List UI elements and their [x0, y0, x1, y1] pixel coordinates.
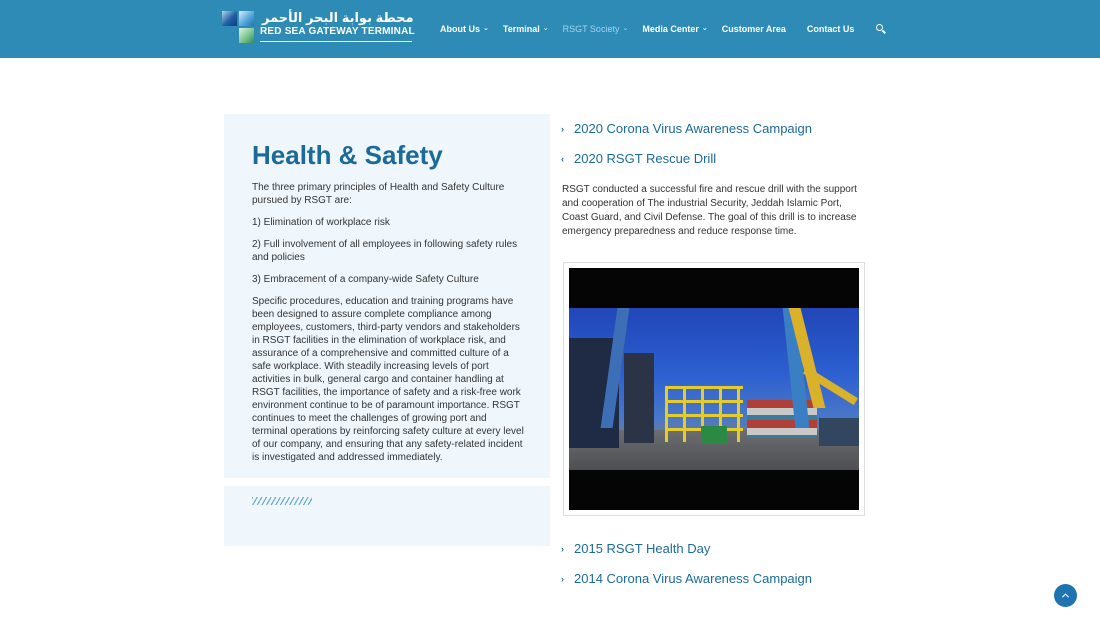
rescue-drill-description: RSGT conducted a successful fire and rescue drill with the support and cooperation of The industrial Security, Jeddah Islamic Port, Coast Guard, and Civil Defense. The goal of this drill is to increase emergency preparedness and reduce response time.: [562, 184, 857, 237]
intro-text: The three primary principles of Health and Safety Culture pursued by RSGT are:: [252, 182, 505, 206]
hatch-decoration: [252, 497, 312, 505]
chevron-down-icon: ⌄: [701, 25, 708, 32]
accordion-label: 2020 Corona Virus Awareness Campaign: [574, 121, 812, 136]
accordion-label: 2015 RSGT Health Day: [574, 541, 711, 556]
principle-item: 1) Elimination of workplace risk: [252, 217, 390, 228]
principle-item: 2) Full involvement of all employees in following safety rules and policies: [252, 239, 518, 263]
chevron-down-icon: ⌄: [483, 25, 489, 32]
nav-label: Media Center: [642, 24, 699, 34]
search-icon[interactable]: [876, 24, 886, 34]
chevron-right-icon: ›: [561, 543, 564, 554]
principle-item: 3) Embracement of a company-wide Safety Culture: [252, 274, 479, 285]
scene-crane: [624, 353, 654, 443]
logo[interactable]: [222, 11, 414, 45]
logo-english-text: RED SEA GATEWAY TERMINAL: [260, 26, 415, 37]
chevron-up-icon: [1062, 593, 1069, 600]
logo-arabic-text: محطة بوابة البحر الأحمر: [262, 10, 414, 25]
body-text: Specific procedures, education and training programs have been designed to assure complete compliance among employees, customers, third-party vendors and stakeholders in RSGT facilities in the elimination of workplace risk, and assurance of a comprehensive and committed culture of a safe workplace. With steadily increasing levels of port activities in bulk, general cargo and container handling at RSGT facilities, the importance of safety and a risk-free work environment continue to be of paramount importance. RSGT continues to meet the challenges of growing port and terminal operations by reinforcing safety culture at every level of our company, and ensuring that any safety-related incident is investigated and addressed immediately.: [252, 296, 524, 463]
video-thumbnail[interactable]: [569, 268, 859, 510]
accordion-item-2020-rescue-drill[interactable]: [561, 151, 716, 166]
accordion-label: 2020 RSGT Rescue Drill: [574, 151, 717, 166]
chevron-down-icon: ⌄: [622, 25, 629, 32]
nav-contact-us[interactable]: [807, 24, 855, 34]
nav-label: Terminal: [502, 24, 540, 34]
nav-terminal[interactable]: [503, 24, 549, 34]
nav-label: Customer Area: [721, 24, 786, 34]
nav-label: RSGT Society: [562, 24, 620, 34]
chevron-right-icon: ›: [561, 123, 564, 134]
page-title: Health & Safety: [252, 140, 443, 170]
nav-media-center[interactable]: [642, 24, 707, 34]
chevron-left-icon: ‹: [561, 153, 564, 164]
accordion-item-2014-corona[interactable]: [561, 571, 812, 586]
video-scene: [569, 308, 859, 470]
main-nav: [440, 19, 886, 39]
decorative-panel: [224, 486, 550, 546]
site-header: [0, 0, 1100, 58]
logo-underline: [260, 41, 412, 42]
nav-customer-area[interactable]: [722, 24, 786, 34]
video-player[interactable]: [563, 262, 865, 516]
nav-rsgt-society[interactable]: [563, 24, 629, 34]
accordion-item-2015-health-day[interactable]: [561, 541, 710, 556]
nav-label: Contact Us: [806, 24, 855, 34]
nav-label: About Us: [440, 24, 480, 34]
scene-truck: [819, 418, 859, 446]
accordion-item-2020-corona[interactable]: [561, 121, 812, 136]
nav-about-us[interactable]: [440, 24, 489, 34]
logo-square-icon: [239, 28, 254, 43]
logo-square-icon: [239, 11, 254, 26]
chevron-down-icon: ⌄: [542, 25, 549, 32]
logo-square-icon: [222, 11, 237, 26]
accordion-label: 2014 Corona Virus Awareness Campaign: [574, 571, 812, 586]
search-icon-handle: [882, 30, 886, 34]
back-to-top-button[interactable]: [1054, 584, 1077, 607]
scene-green-container: [701, 426, 727, 444]
chevron-right-icon: ›: [561, 573, 564, 584]
logo-mark-icon: [222, 11, 256, 45]
